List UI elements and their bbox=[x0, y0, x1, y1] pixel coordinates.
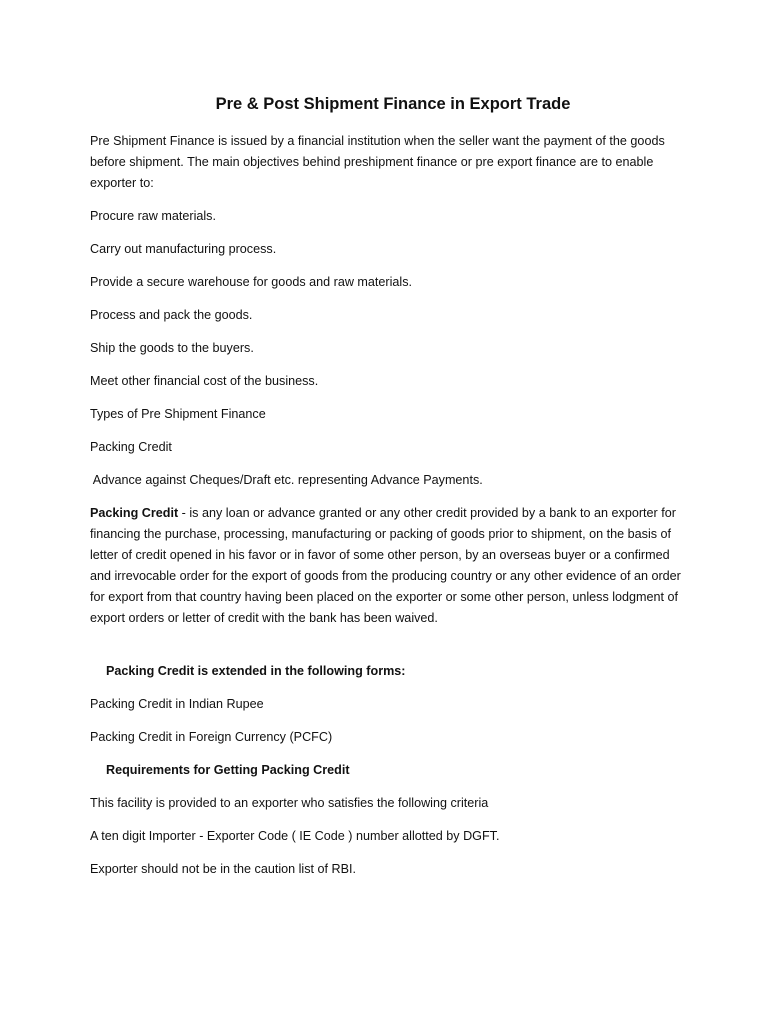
packing-credit-paragraph bbox=[90, 503, 690, 629]
form-item: Packing Credit in Foreign Currency (PCFC) bbox=[90, 730, 333, 744]
type-item: Packing Credit bbox=[90, 440, 172, 454]
forms-heading: Packing Credit is extended in the following forms: bbox=[106, 664, 406, 678]
objective-item: Procure raw materials. bbox=[90, 209, 216, 223]
packing-credit-term: Packing Credit bbox=[90, 506, 179, 520]
requirements-heading: Requirements for Getting Packing Credit bbox=[106, 763, 350, 777]
requirement-item: A ten digit Importer - Exporter Code ( IE Code ) number allotted by DGFT. bbox=[90, 829, 500, 843]
types-heading: Types of Pre Shipment Finance bbox=[90, 407, 266, 421]
objective-item: Provide a secure warehouse for goods and raw materials. bbox=[90, 275, 413, 289]
requirement-item: Exporter should not be in the caution list of RBI. bbox=[90, 862, 357, 876]
objective-item: Carry out manufacturing process. bbox=[90, 242, 277, 256]
objective-item: Process and pack the goods. bbox=[90, 308, 253, 322]
objective-item: Ship the goods to the buyers. bbox=[90, 341, 254, 355]
intro-paragraph: Pre Shipment Finance is issued by a financial institution when the seller want the payment of the goods before shipment. The main objectives behind preshipment finance or pre export finance are to enable exporter to: bbox=[90, 134, 665, 190]
packing-credit-definition: - is any loan or advance granted or any other credit provided by a bank to an exporter for financing the purchase, processing, manufacturing or packing of goods prior to shipment, on the basis of letter of credit opened in his favor or in favor of some other person, by an overseas buyer or a confirmed and irrevocable order for the export of goods from the producing country or any other evidence of an order for export from that country having been placed on the exporter or some other person, unless lodgment of export orders or letter of credit with the bank has been waived. bbox=[90, 506, 681, 625]
type-item: Advance against Cheques/Draft etc. representing Advance Payments. bbox=[90, 473, 483, 487]
form-item: Packing Credit in Indian Rupee bbox=[90, 697, 264, 711]
requirements-intro: This facility is provided to an exporter who satisfies the following criteria bbox=[90, 796, 489, 810]
document-title: Pre & Post Shipment Finance in Export Trade bbox=[215, 95, 571, 113]
document-body bbox=[90, 93, 690, 892]
objective-item: Meet other financial cost of the business. bbox=[90, 374, 319, 388]
